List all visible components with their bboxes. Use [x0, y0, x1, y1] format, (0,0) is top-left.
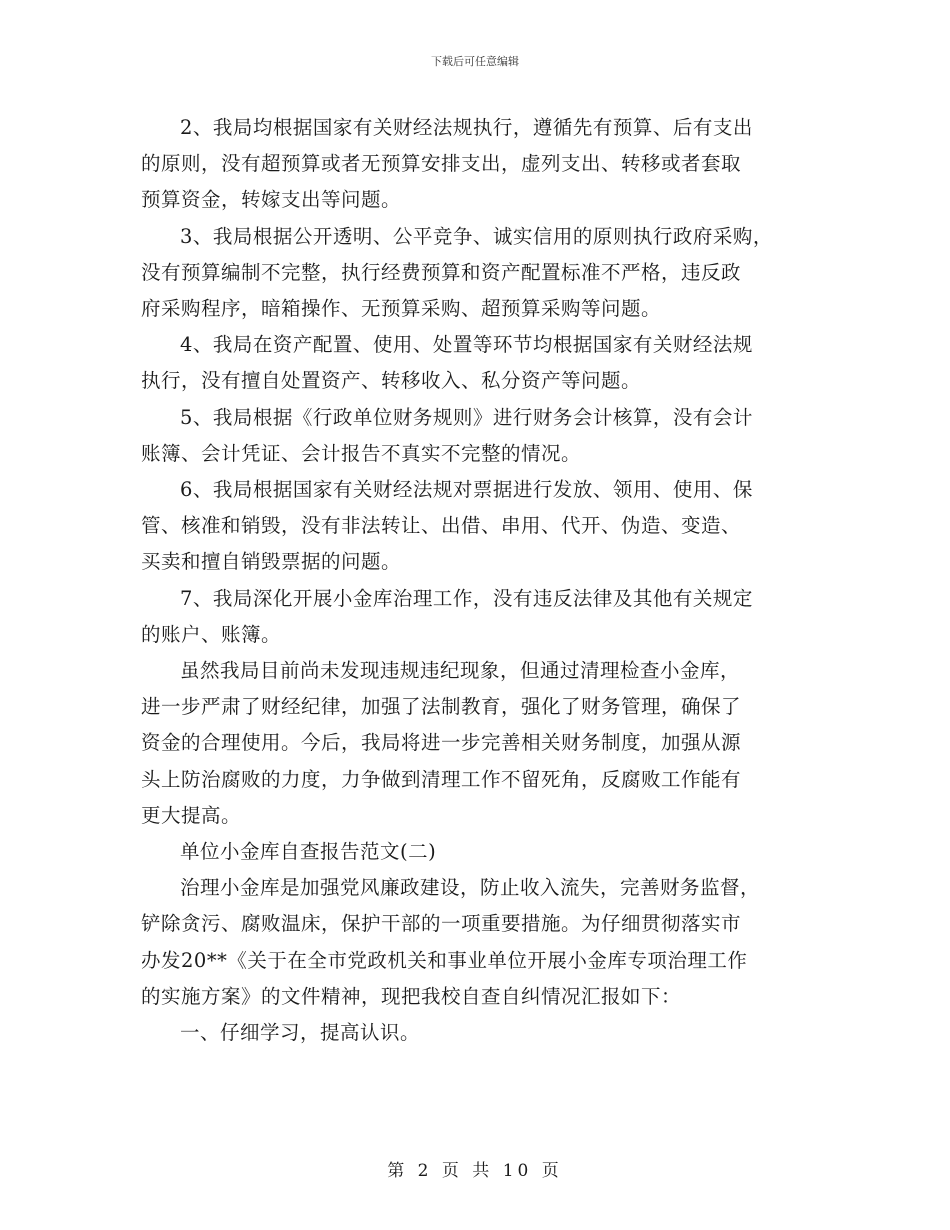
text-line: 单位小金库自查报告范文(二)	[180, 840, 437, 864]
text-line: 管、核准和销毁，没有非法转让、出借、串用、代开、伪造、变造、	[141, 514, 742, 538]
text-line: 7、我局深化开展小金库治理工作，没有违反法律及其他有关规定	[180, 586, 753, 610]
paragraph-intro	[141, 870, 811, 1015]
paragraph-5	[141, 400, 811, 472]
text-line: 的实施方案》的文件精神，现把我校自查自纠情况汇报如下：	[141, 984, 682, 1008]
text-line: 一、仔细学习，提高认识。	[180, 1021, 421, 1045]
text-line: 资金的合理使用。今后，我局将进一步完善相关财务制度，加强从源	[141, 731, 742, 755]
section-heading	[141, 834, 811, 870]
paragraph-4	[141, 327, 811, 399]
text-line: 头上防治腐败的力度，力争做到清理工作不留死角，反腐败工作能有	[141, 767, 742, 791]
text-line: 办发20**《关于在全市党政机关和事业单位开展小金库专项治理工作	[141, 948, 748, 972]
paragraph-6	[141, 472, 811, 581]
paragraph-7	[141, 581, 811, 653]
paragraph-3	[141, 219, 811, 328]
text-line: 3、我局根据公开透明、公平竞争、诚实信用的原则执行政府采购，	[180, 224, 773, 248]
subsection-heading	[141, 1015, 811, 1051]
text-line: 4、我局在资产配置、使用、处置等环节均根据国家有关财经法规	[180, 333, 753, 357]
text-line: 府采购程序，暗箱操作、无预算采购、超预算采购等问题。	[141, 297, 662, 321]
paragraph-summary	[141, 653, 811, 834]
text-line: 2、我局均根据国家有关财经法规执行，遵循先有预算、后有支出	[180, 116, 753, 139]
text-line: 更大提高。	[141, 803, 242, 827]
text-line: 治理小金库是加强党风廉政建设，防止收入流失，完善财务监督，	[180, 876, 761, 900]
paragraph-2	[141, 110, 811, 219]
document-body	[141, 110, 811, 1051]
text-line: 执行，没有擅自处置资产、转移收入、私分资产等问题。	[141, 369, 642, 393]
text-line: 的账户、账簿。	[141, 622, 282, 646]
text-line: 没有预算编制不完整，执行经费预算和资产配置标准不严格，违反政	[141, 260, 742, 284]
text-line: 预算资金，转嫁支出等问题。	[141, 188, 402, 212]
page-number-footer: 第 2 页 共 10 页	[387, 1161, 563, 1181]
text-line: 进一步严肃了财经纪律，加强了法制教育，强化了财务管理，确保了	[141, 695, 742, 719]
text-line: 铲除贪污、腐败温床，保护干部的一项重要措施。为仔细贯彻落实市	[141, 912, 742, 936]
text-line: 虽然我局目前尚未发现违规违纪现象，但通过清理检查小金库，	[180, 659, 741, 683]
text-line: 买卖和擅自销毁票据的问题。	[141, 550, 402, 574]
text-line: 6、我局根据国家有关财经法规对票据进行发放、领用、使用、保	[180, 478, 753, 502]
text-line: 的原则，没有超预算或者无预算安排支出，虚列支出、转移或者套取	[141, 152, 742, 176]
text-line: 账簿、会计凭证、会计报告不真实不完整的情况。	[141, 441, 582, 465]
text-line: 5、我局根据《行政单位财务规则》进行财务会计核算，没有会计	[180, 405, 753, 429]
page-header: 下载后可任意编辑	[431, 55, 519, 68]
